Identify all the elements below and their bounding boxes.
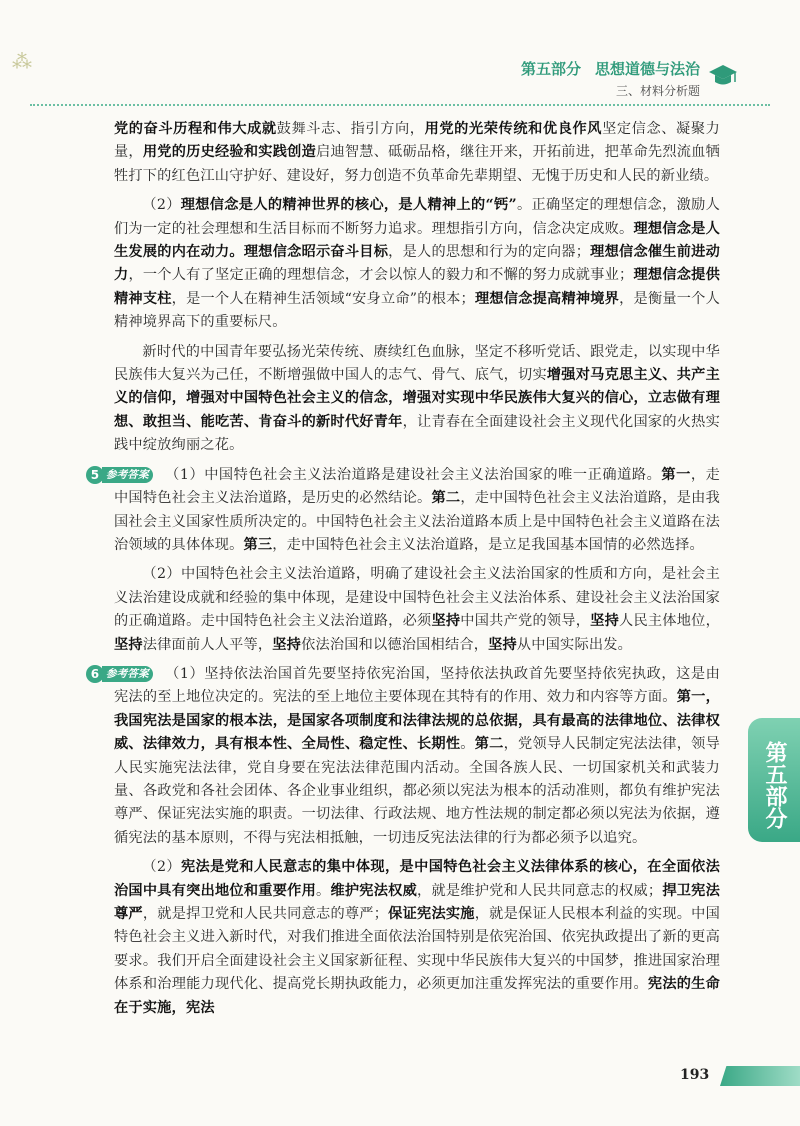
paragraph: （2）宪法是党和人民意志的集中体现，是中国特色社会主义法律体系的核心，在全面依法治国中具有突出地位和重要作用。维护宪法权威，就是维护党和人民共同意志的权威；捍卫宪法尊严，就是捍卫党和人民共同意志的尊严；保证宪法实施，就是保证人民根本利益的实现。中国特色社会主义进入新时代，对我们推进全面依法治国特别是依宪治国、依宪执政提出了新的更高要求。我们开启全面建设社会主义国家新征程、实现中华民族伟大复兴的中国梦，推进国家治理体系和治理能力现代化、提高党长期执政能力，必须更加注重发挥宪法的重要作用。宪法的生命在于实施，宪法 — [114, 859, 721, 1016]
header-title — [507, 58, 700, 79]
answer-number: 6 — [86, 665, 104, 683]
paragraph: （1）坚持依法治国首先要坚持依宪治国，坚持依法执政首先要坚持依宪执政，这是由宪法的至上地位决定的。宪法的至上地位主要体现在其特有的作用、效力和内容等方面。第一，我国宪法是国家的根本法，是国家各项制度和法律法规的总依据，具有最高的法律地位、法律权威、法律效力，具有根本性、全局性、稳定性、长期性。第二，党领导人民制定宪法法律，领导人民实施宪法法律，党自身要在宪法法律范围内活动。全国各族人民、一切国家机关和武装力量、各政党和各社会团体、各企业事业组织，都必须以宪法为根本的活动准则，都负有维护宪法尊严、保证宪法实施的职责。一切法律、行政法规、地方性法规的制定都必须以宪法为依据，遵循宪法的基本原则，不得与宪法相抵触，一切违反宪法法律的行为都必须予以追究。 — [114, 665, 720, 846]
page-number-bar — [720, 1066, 800, 1086]
graduation-cap-icon — [708, 60, 738, 90]
answer-label: 参考答案 — [102, 666, 153, 682]
paragraph: 新时代的中国青年要弘扬光荣传统、赓续红色血脉，坚定不移听党话、跟党走，以实现中华民族伟大复兴为己任，不断增强做中国人的志气、骨气、底气，切实增强对马克思主义、共产主义的信仰，增强对中国特色社会主义的信念，增强对实现中华民族伟大复兴的信心，立志做有理想、敢担当、能吃苦、肯奋斗的新时代好青年，让青春在全面建设社会主义现代化国家的火热实践中绽放绚丽之花。 — [114, 343, 720, 454]
header-part: 第五部分 — [520, 60, 581, 78]
answer-block-5 — [90, 464, 720, 657]
answer-label: 参考答案 — [102, 467, 153, 483]
answer-number: 5 — [86, 466, 104, 484]
page-number: 193 — [680, 1067, 710, 1083]
answer-tag — [86, 465, 153, 485]
header-divider — [30, 104, 770, 106]
paragraph: （2）理想信念是人的精神世界的核心，是人精神上的“钙”。正确坚定的理想信念，激励人们为一定的社会理想和生活目标而不断努力追求。理想指引方向，信念决定成败。理想信念是人生发展的内在动力。理想信念昭示奋斗目标，是人的思想和行为的定向器；理想信念催生前进动力，一个人有了坚定正确的理想信念，才会以惊人的毅力和不懈的努力成就事业；理想信念提供精神支柱，是一个人在精神生活领域“安身立命”的根本；理想信念提高精神境界，是衡量一个人精神境界高下的重要标尺。 — [114, 197, 721, 331]
page-content — [90, 118, 721, 1026]
header-section: 三、材料分析题 — [615, 84, 700, 98]
answer-block-6 — [90, 663, 721, 1020]
paragraph: 党的奋斗历程和伟大成就鼓舞斗志、指引方向，用党的光荣传统和优良作风坚定信念、凝聚力量，用党的历史经验和实践创造启迪智慧、砥砺品格，继往开来，开拓前进，把革命先烈流血牺牲打下的红色江山守护好、建设好，努力创造不负革命先辈期望、无愧于历史和人民的新业绩。 — [114, 121, 720, 184]
section-side-tab: 第五部分 — [748, 718, 800, 842]
corner-ornament-icon: ⁂ — [12, 49, 32, 73]
answer-tag — [86, 664, 153, 684]
page-header — [0, 0, 800, 106]
paragraph: （2）中国特色社会主义法治道路，明确了建设社会主义法治国家的性质和方向，是社会主义法治建设成就和经验的集中体现，是建设中国特色社会主义法治体系、建设社会主义法治国家的正确道路。走中国特色社会主义法治道路，必须坚持中国共产党的领导，坚持人民主体地位，坚持法律面前人人平等，坚持依法治国和以德治国相结合，坚持从中国实际出发。 — [114, 566, 720, 653]
header-subject: 思想道德与法治 — [594, 60, 700, 78]
paragraph: （1）中国特色社会主义法治道路是建设社会主义法治国家的唯一正确道路。第一，走中国特色社会主义法治道路，是历史的必然结论。第二，走中国特色社会主义法治道路，是由我国社会主义国家性质所决定的。中国特色社会主义法治道路本质上是中国特色社会主义道路在法治领域的具体体现。第三，走中国特色社会主义法治道路，是立足我国基本国情的必然选择。 — [114, 466, 720, 553]
